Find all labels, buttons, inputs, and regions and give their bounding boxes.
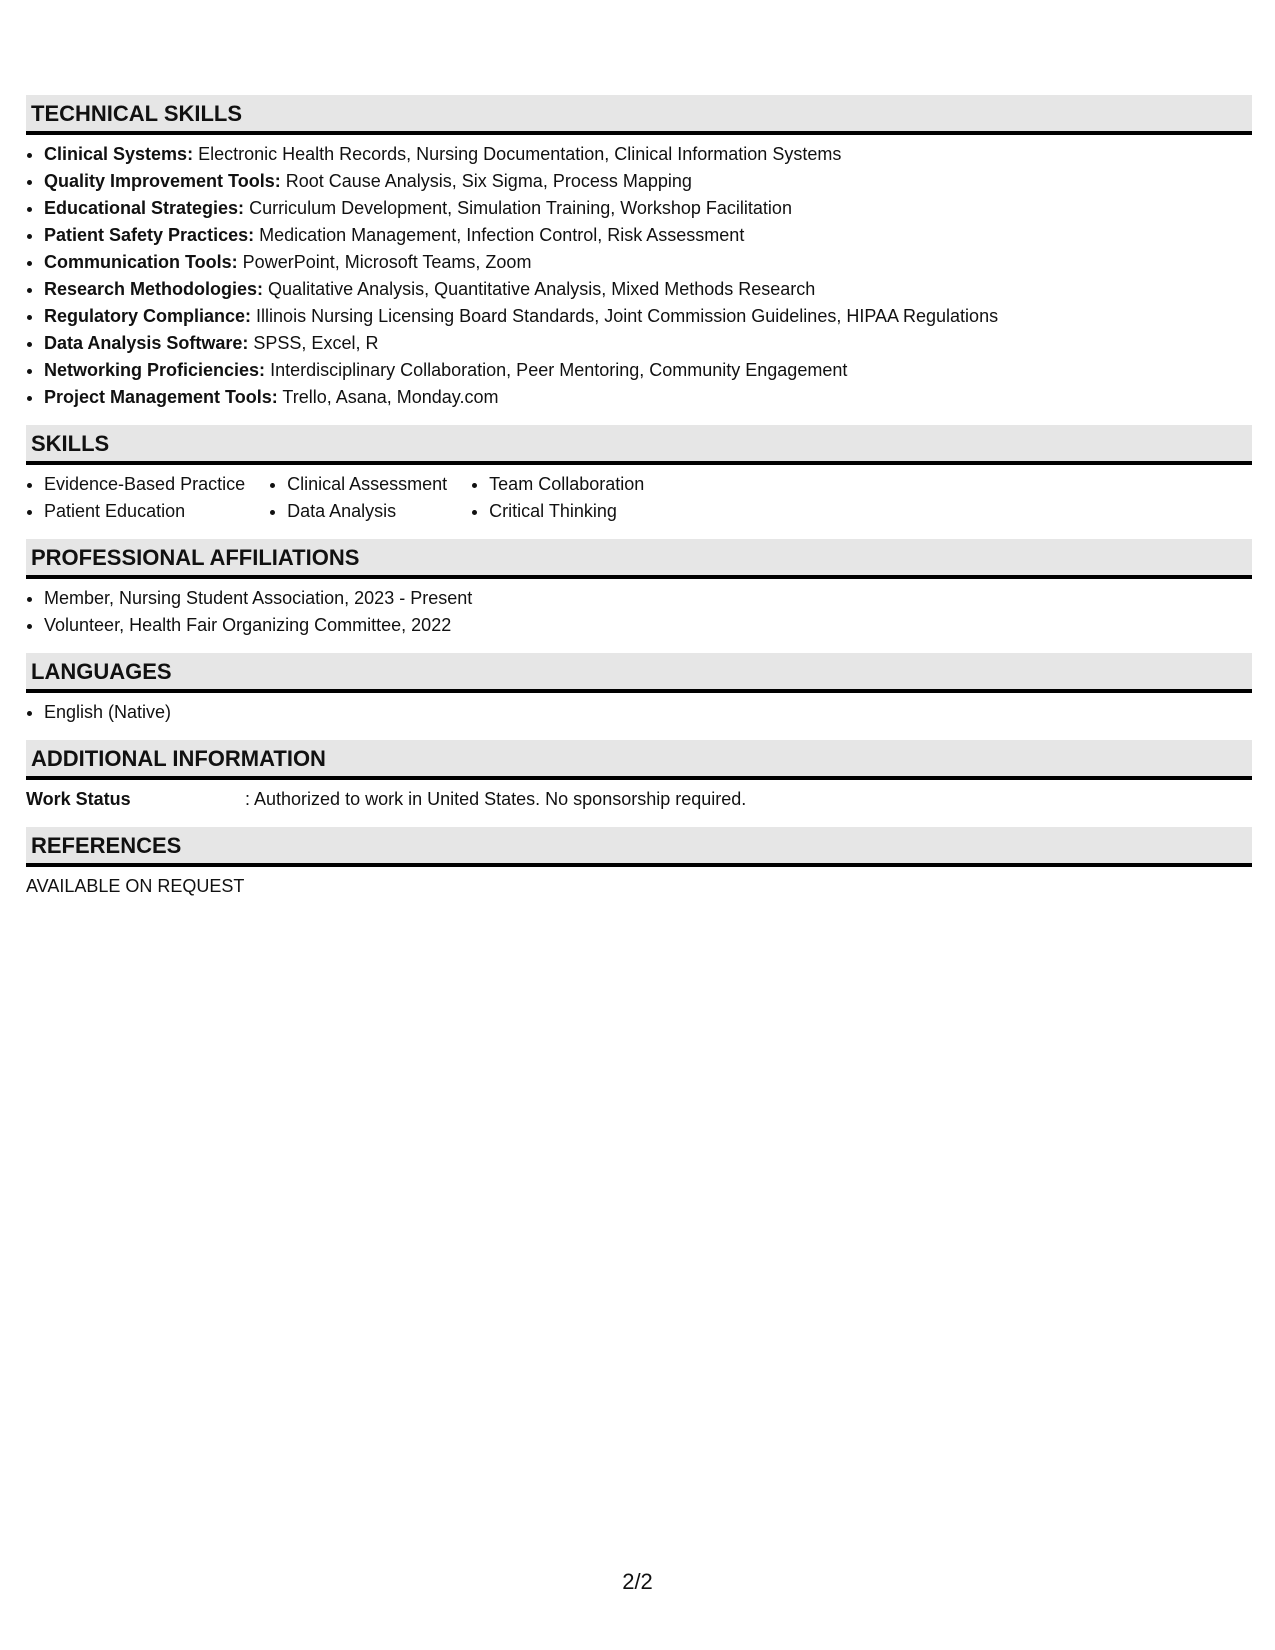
additional-information-heading: ADDITIONAL INFORMATION: [26, 740, 1252, 780]
list-item: • English (Native): [44, 699, 1252, 726]
skill-category-value: Curriculum Development, Simulation Training, Workshop Facilitation: [244, 198, 792, 218]
work-status-value: : Authorized to work in United States. No sponsorship required.: [245, 789, 747, 809]
skills-column: [269, 471, 447, 525]
additional-information-section: [26, 740, 1252, 827]
list-item: • Patient Education: [44, 498, 245, 525]
skill-category-value: Electronic Health Records, Nursing Documentation, Clinical Information Systems: [193, 144, 842, 164]
list-item: [44, 141, 1252, 168]
skill-category-label: Quality Improvement Tools:: [44, 171, 281, 191]
list-item: • Team Collaboration: [489, 471, 644, 498]
list-item: • Critical Thinking: [489, 498, 644, 525]
affiliations-heading: PROFESSIONAL AFFILIATIONS: [26, 539, 1252, 579]
list-item: • Volunteer, Health Fair Organizing Committee, 2022: [44, 612, 1252, 639]
work-status-row: [26, 786, 1252, 813]
list-item: • Evidence-Based Practice: [44, 471, 245, 498]
skill-category-label: Data Analysis Software:: [44, 333, 249, 353]
list-item: [44, 222, 1252, 249]
skill-category-value: Root Cause Analysis, Six Sigma, Process Mapping: [280, 171, 692, 191]
languages-heading: LANGUAGES: [26, 653, 1252, 693]
list-item: • Member, Nursing Student Association, 2023 - Present: [44, 585, 1252, 612]
skill-category-label: Networking Proficiencies:: [44, 360, 266, 380]
technical-skills-section: [26, 95, 1252, 425]
skill-category-value: Illinois Nursing Licensing Board Standards, Joint Commission Guidelines, HIPAA Regulations: [251, 306, 999, 326]
list-item: [44, 357, 1252, 384]
list-item: [44, 330, 1252, 357]
skill-category-label: Regulatory Compliance:: [44, 306, 252, 326]
skill-category-value: Interdisciplinary Collaboration, Peer Mentoring, Community Engagement: [265, 360, 848, 380]
references-section: [26, 827, 1252, 914]
list-item: [44, 303, 1252, 330]
languages-list: [26, 699, 1252, 726]
skill-category-value: SPSS, Excel, R: [248, 333, 379, 353]
page-number: 2/2: [622, 1569, 653, 1594]
skills-heading: SKILLS: [26, 425, 1252, 465]
list-item: • Clinical Assessment: [287, 471, 447, 498]
technical-skills-heading: TECHNICAL SKILLS: [26, 95, 1252, 135]
skills-column: [471, 471, 644, 525]
work-status-label: Work Status: [26, 789, 131, 809]
skill-category-value: Medication Management, Infection Control, Risk Assessment: [254, 225, 745, 245]
list-item: • Data Analysis: [287, 498, 447, 525]
skill-category-label: Clinical Systems:: [44, 144, 194, 164]
skill-category-label: Educational Strategies:: [44, 198, 245, 218]
skills-grid: [26, 471, 1252, 525]
references-text: AVAILABLE ON REQUEST: [26, 876, 245, 896]
list-item: [44, 168, 1252, 195]
skill-category-label: Research Methodologies:: [44, 279, 264, 299]
list-item: [44, 384, 1252, 411]
list-item: [44, 276, 1252, 303]
skill-category-label: Project Management Tools:: [44, 387, 278, 407]
affiliations-section: [26, 539, 1252, 653]
list-item: [44, 249, 1252, 276]
skills-column: [26, 471, 245, 525]
skill-category-label: Communication Tools:: [44, 252, 238, 272]
skill-category-value: Qualitative Analysis, Quantitative Analysis, Mixed Methods Research: [263, 279, 816, 299]
skill-category-value: PowerPoint, Microsoft Teams, Zoom: [237, 252, 532, 272]
skill-category-label: Patient Safety Practices:: [44, 225, 255, 245]
languages-section: [26, 653, 1252, 740]
skills-section: [26, 425, 1252, 539]
resume-page: [26, 95, 1252, 914]
references-heading: REFERENCES: [26, 827, 1252, 867]
affiliations-list: [26, 585, 1252, 639]
skill-category-value: Trello, Asana, Monday.com: [277, 387, 499, 407]
list-item: [44, 195, 1252, 222]
technical-skills-list: [26, 141, 1252, 411]
